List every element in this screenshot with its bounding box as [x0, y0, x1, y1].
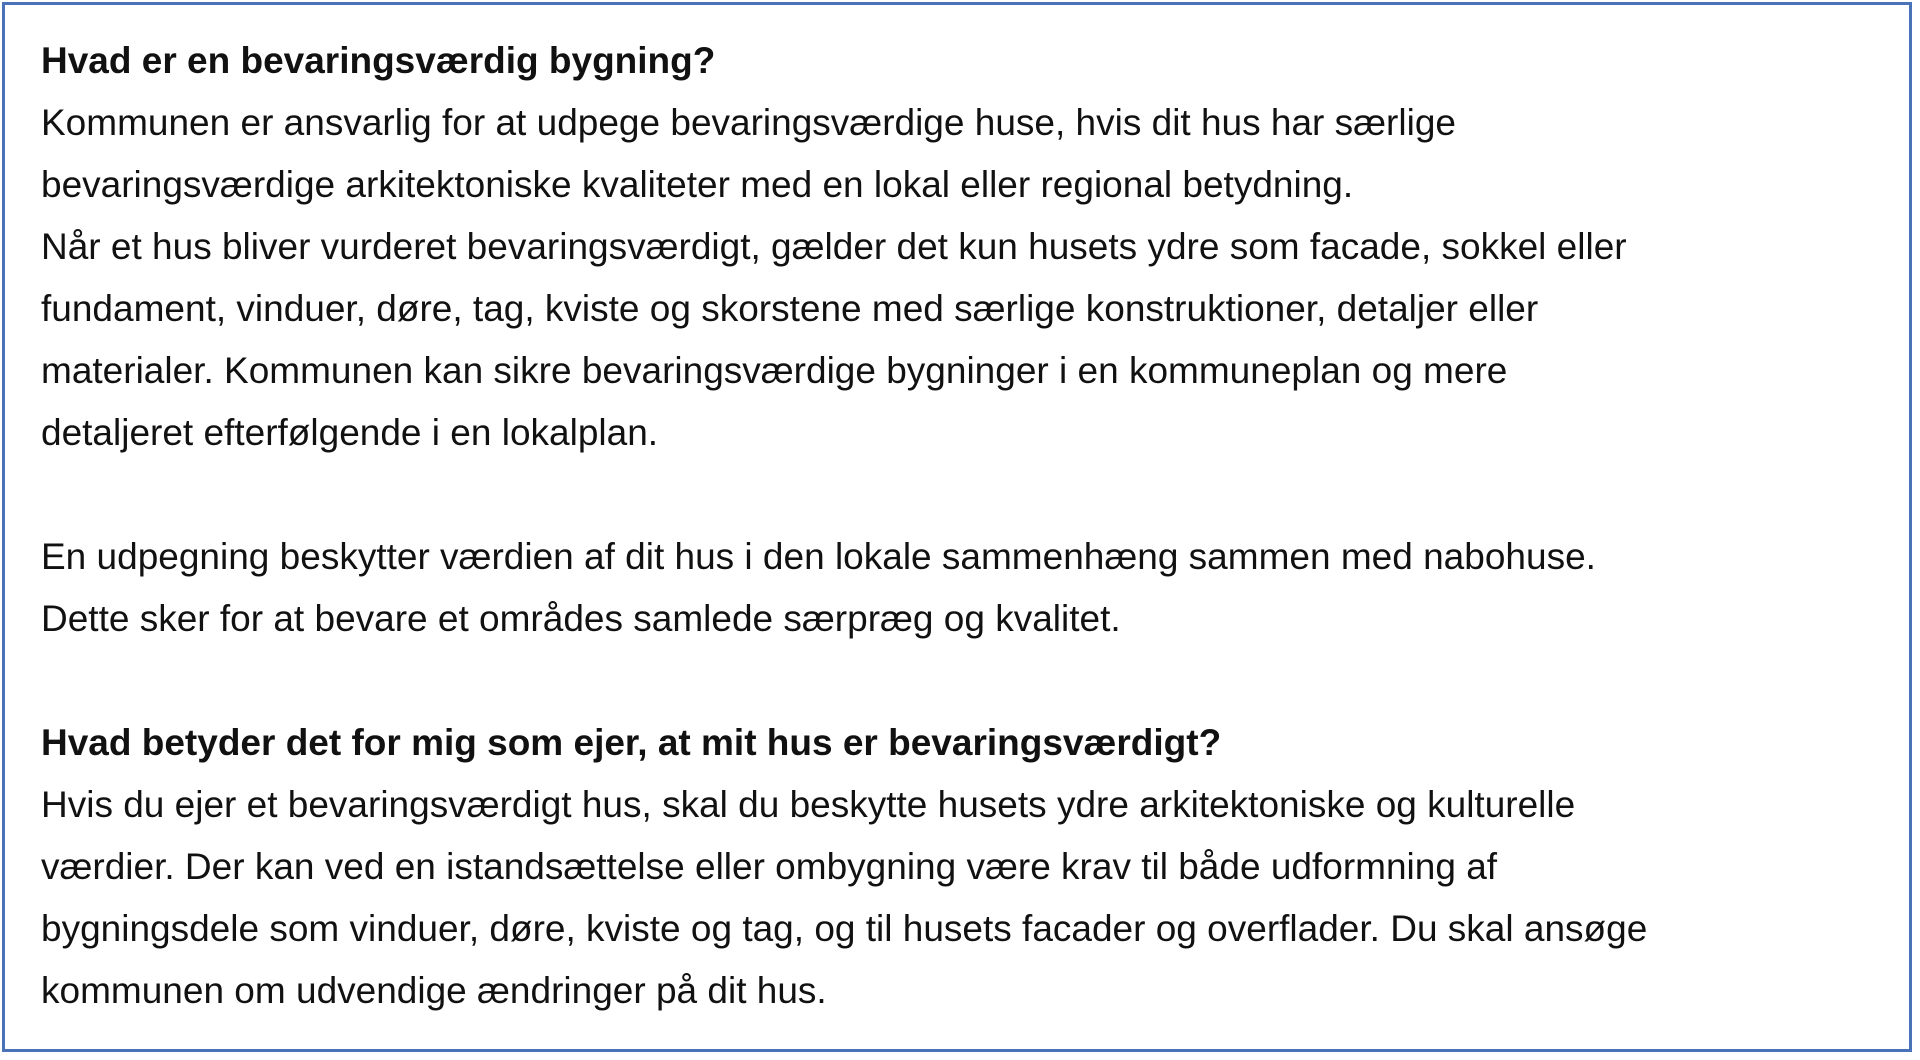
paragraph-spacer [41, 464, 1889, 526]
paragraph-line: materialer. Kommunen kan sikre bevaringsværdige bygninger i en kommuneplan og mere [41, 350, 1508, 391]
info-content [41, 30, 1889, 1022]
paragraph-line: bevaringsværdige arkitektoniske kvaliteter med en lokal eller regional betydning. [41, 164, 1354, 205]
paragraph-line: Hvis du ejer et bevaringsværdigt hus, skal du beskytte husets ydre arkitektoniske og kulturelle [41, 784, 1576, 825]
paragraph-line: værdier. Der kan ved en istandsættelse eller ombygning være krav til både udformning af [41, 846, 1498, 887]
paragraph-line: kommunen om udvendige ændringer på dit hus. [41, 970, 827, 1011]
info-box [2, 2, 1912, 1052]
paragraph-line: Når et hus bliver vurderet bevaringsværdigt, gælder det kun husets ydre som facade, sokkel eller [41, 226, 1627, 267]
paragraph-line: detaljeret efterfølgende i en lokalplan. [41, 412, 659, 453]
heading-what-it-means-for-owner: Hvad betyder det for mig som ejer, at mit hus er bevaringsværdigt? [41, 722, 1222, 763]
paragraph-line: Dette sker for at bevare et områdes samlede særpræg og kvalitet. [41, 598, 1121, 639]
paragraph-spacer [41, 650, 1889, 712]
paragraph-line: bygningsdele som vinduer, døre, kviste og tag, og til husets facader og overflader. Du skal ansøge [41, 908, 1648, 949]
paragraph-line: Kommunen er ansvarlig for at udpege bevaringsværdige huse, hvis dit hus har særlige [41, 102, 1456, 143]
heading-what-is-preservation-worthy: Hvad er en bevaringsværdig bygning? [41, 40, 716, 81]
paragraph-line: En udpegning beskytter værdien af dit hus i den lokale sammenhæng sammen med nabohuse. [41, 536, 1596, 577]
paragraph-line: fundament, vinduer, døre, tag, kviste og skorstene med særlige konstruktioner, detaljer eller [41, 288, 1539, 329]
